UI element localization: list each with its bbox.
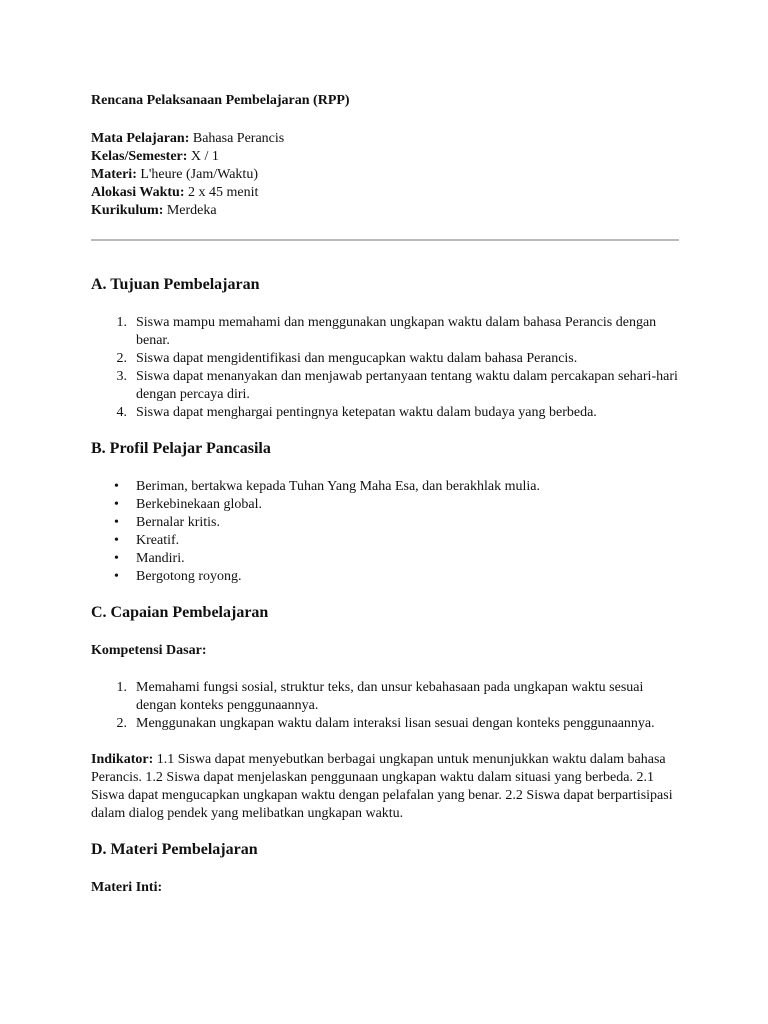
list-item	[91, 532, 681, 550]
bullet-icon: •	[114, 479, 119, 494]
bullet-icon: •	[114, 533, 119, 548]
bullet-icon: •	[114, 569, 119, 584]
meta-value: X / 1	[187, 149, 219, 164]
document-page	[91, 92, 681, 897]
list-item	[91, 514, 681, 532]
bullet-icon: •	[114, 515, 119, 530]
list-number: 3.	[116, 369, 127, 384]
list-item-text: Siswa dapat menghargai pentingnya ketepatan waktu dalam budaya yang berbeda.	[136, 405, 597, 420]
meta-class	[91, 148, 681, 166]
meta-curriculum	[91, 202, 681, 220]
section-b-heading: B. Profil Pelajar Pancasila	[91, 440, 271, 457]
meta-block	[91, 130, 681, 220]
list-number: 2.	[116, 351, 127, 366]
meta-label: Kurikulum:	[91, 203, 164, 218]
section-d-heading: D. Materi Pembelajaran	[91, 841, 258, 858]
list-number: 1.	[116, 680, 127, 695]
meta-time	[91, 184, 681, 202]
list-item	[91, 679, 681, 715]
list-item-text: Siswa dapat menanyakan dan menjawab pertanyaan tentang waktu dalam percakapan sehari-hari dengan percaya diri.	[136, 369, 678, 402]
list-number: 1.	[116, 315, 127, 330]
list-item	[91, 350, 681, 368]
meta-value: 2 x 45 menit	[184, 185, 259, 200]
indikator-paragraph	[91, 751, 681, 823]
meta-label: Kelas/Semester:	[91, 149, 188, 164]
list-item-text: Siswa dapat mengidentifikasi dan mengucapkan waktu dalam bahasa Perancis.	[136, 351, 578, 366]
competency-list	[91, 679, 681, 733]
kompetensi-dasar-label: Kompetensi Dasar:	[91, 643, 207, 658]
meta-value: Merdeka	[163, 203, 217, 218]
indikator-text: 1.1 Siswa dapat menyebutkan berbagai ungkapan untuk menunjukkan waktu dalam bahasa Perancis. 1.2 Siswa dapat menjelaskan penggunaan ungkapan waktu dalam situasi yang berbeda. 2.1 Siswa dapat mengucapkan ungkapan waktu dengan pelafalan yang benar. 2.2 Siswa dapat berpartisipasi dalam dialog pendek yang melibatkan ungkapan waktu.	[91, 752, 673, 821]
document-title: Rencana Pelaksanaan Pembelajaran (RPP)	[91, 93, 350, 108]
list-item-text: Siswa mampu memahami dan menggunakan ungkapan waktu dalam bahasa Perancis dengan benar.	[136, 315, 657, 348]
list-item-text: Berkebinekaan global.	[136, 497, 262, 512]
objectives-list	[91, 314, 681, 422]
list-item	[91, 568, 681, 586]
meta-value: Bahasa Perancis	[189, 131, 285, 146]
materi-inti-label: Materi Inti:	[91, 880, 163, 895]
list-item	[91, 404, 681, 422]
profile-list	[91, 478, 681, 586]
list-item	[91, 550, 681, 568]
meta-subject	[91, 130, 681, 148]
horizontal-divider	[91, 239, 679, 241]
list-item-text: Memahami fungsi sosial, struktur teks, dan unsur kebahasaan pada ungkapan waktu sesuai dengan konteks penggunaannya.	[136, 680, 644, 713]
list-item-text: Bergotong royong.	[136, 569, 242, 584]
meta-material	[91, 166, 681, 184]
meta-value: L'heure (Jam/Waktu)	[136, 167, 258, 182]
section-a-heading: A. Tujuan Pembelajaran	[91, 276, 260, 293]
list-number: 2.	[116, 716, 127, 731]
meta-label: Mata Pelajaran:	[91, 131, 190, 146]
meta-label: Materi:	[91, 167, 137, 182]
bullet-icon: •	[114, 497, 119, 512]
list-item	[91, 478, 681, 496]
list-item	[91, 314, 681, 350]
list-item	[91, 496, 681, 514]
list-item-text: Mandiri.	[136, 551, 185, 566]
list-item	[91, 368, 681, 404]
list-item-text: Bernalar kritis.	[136, 515, 220, 530]
indikator-label: Indikator:	[91, 752, 154, 767]
list-item-text: Kreatif.	[136, 533, 180, 548]
section-c-heading: C. Capaian Pembelajaran	[91, 604, 269, 621]
bullet-icon: •	[114, 551, 119, 566]
list-item-text: Beriman, bertakwa kepada Tuhan Yang Maha Esa, dan berakhlak mulia.	[136, 479, 540, 494]
list-number: 4.	[116, 405, 127, 420]
list-item-text: Menggunakan ungkapan waktu dalam interaksi lisan sesuai dengan konteks penggunaannya.	[136, 716, 655, 731]
meta-label: Alokasi Waktu:	[91, 185, 185, 200]
list-item	[91, 715, 681, 733]
